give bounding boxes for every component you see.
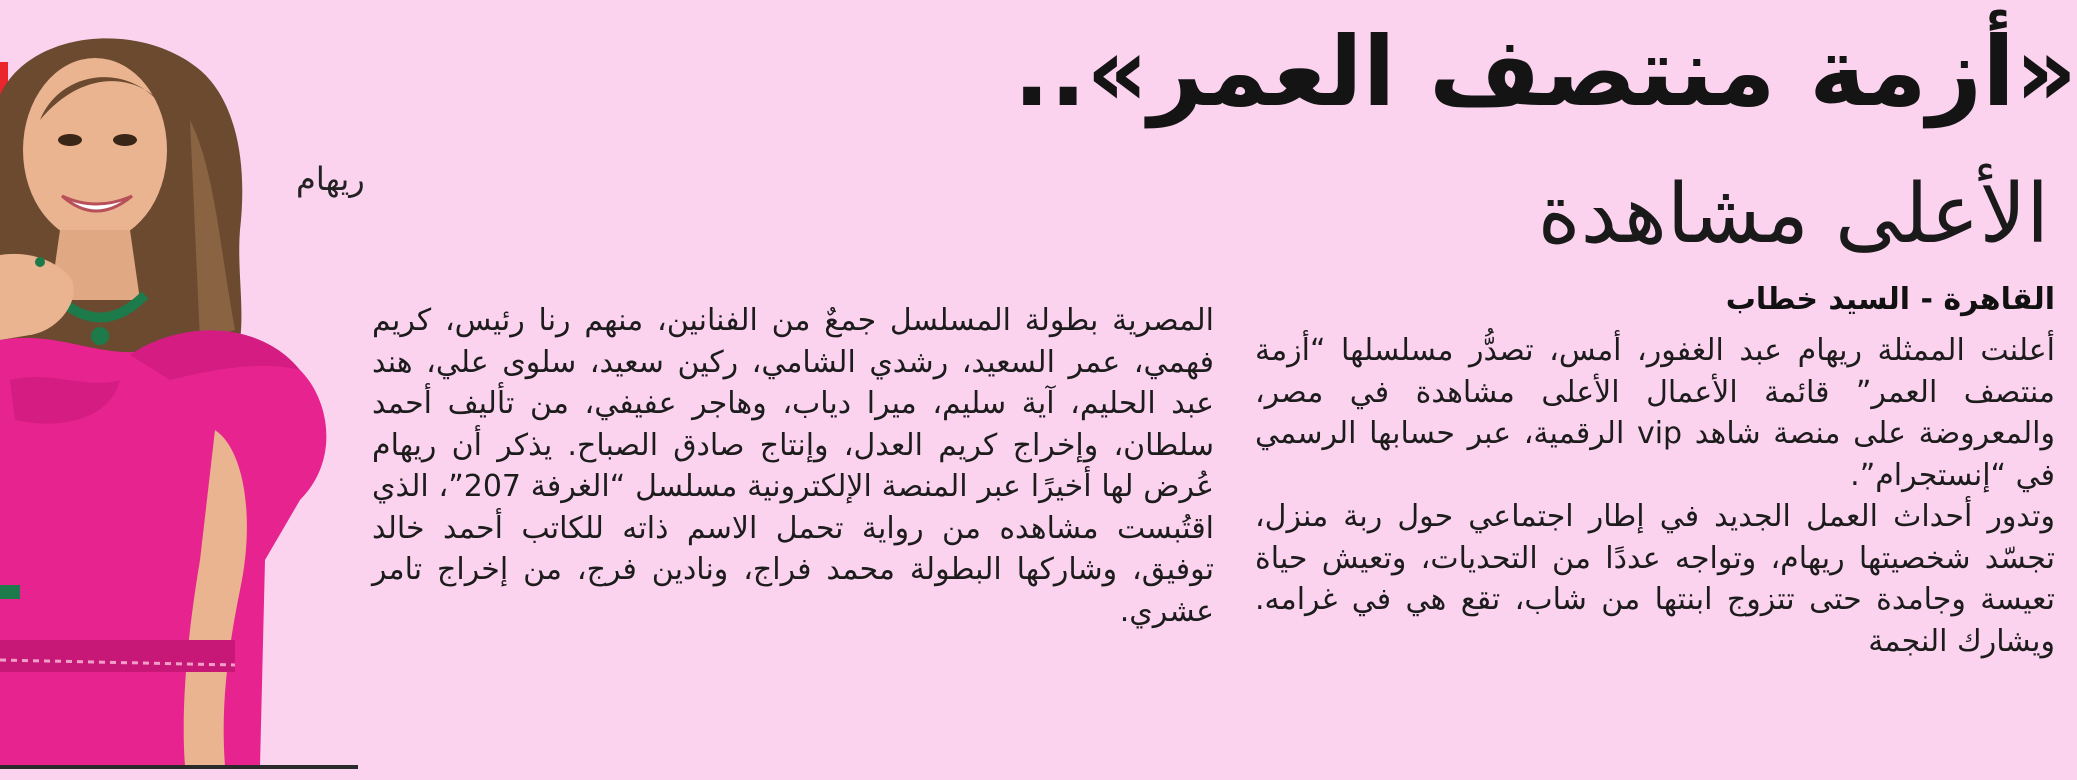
article-column-left xyxy=(372,300,1214,632)
photo-caption: ريهام xyxy=(296,160,365,198)
portrait-photo xyxy=(0,0,360,766)
paragraph: أعلنت الممثلة ريهام عبد الغفور، أمس، تصدُّر مسلسلها “أزمة منتصف العمر” قائمة الأعمال الأعلى مشاهدة في مصر، والمعروضة على منصة شاهد vip الرقمية، عبر حسابها الرسمي في “إنستجرام”. xyxy=(1255,333,2055,493)
divider-line xyxy=(0,765,358,769)
headline: «أزمة منتصف العمر».. xyxy=(1013,16,2077,128)
article-column-right xyxy=(1255,330,2055,662)
paragraph: المصرية بطولة المسلسل جمعٌ من الفنانين، منهم رنا رئيس، كريم فهمي، عمر السعيد، رشدي الشامي، ركين سعيد، سلوى علي، هند عبد الحليم، آية سليم، ميرا دياب، وهاجر عفيفي، من تأليف أحمد سلطان، وإخراج كريم العدل، وإنتاج صادق الصباح. يذكر أن ريهام عُرض لها أخيرًا عبر المنصة الإلكترونية مسلسل “الغرفة 207”، الذي اقتُبست مشاهده من رواية تحمل الاسم ذاته للكاتب أحمد خالد توفيق، وشاركها البطولة محمد فراج، ونادين فرج، من إخراج تامر عشري. xyxy=(372,303,1214,629)
paragraph: وتدور أحداث العمل الجديد في إطار اجتماعي حول ربة منزل، تجسّد شخصيتها ريهام، وتواجه عددًا من التحديات، وتعيش حياة تعيسة وجامدة حتى تتزوج ابنتها من شاب، تقع هي في غرامه. ويشارك النجمة xyxy=(1255,499,2055,659)
byline: القاهرة - السيد خطاب xyxy=(1725,282,2055,317)
subheadline: الأعلى مشاهدة xyxy=(1537,167,2049,262)
